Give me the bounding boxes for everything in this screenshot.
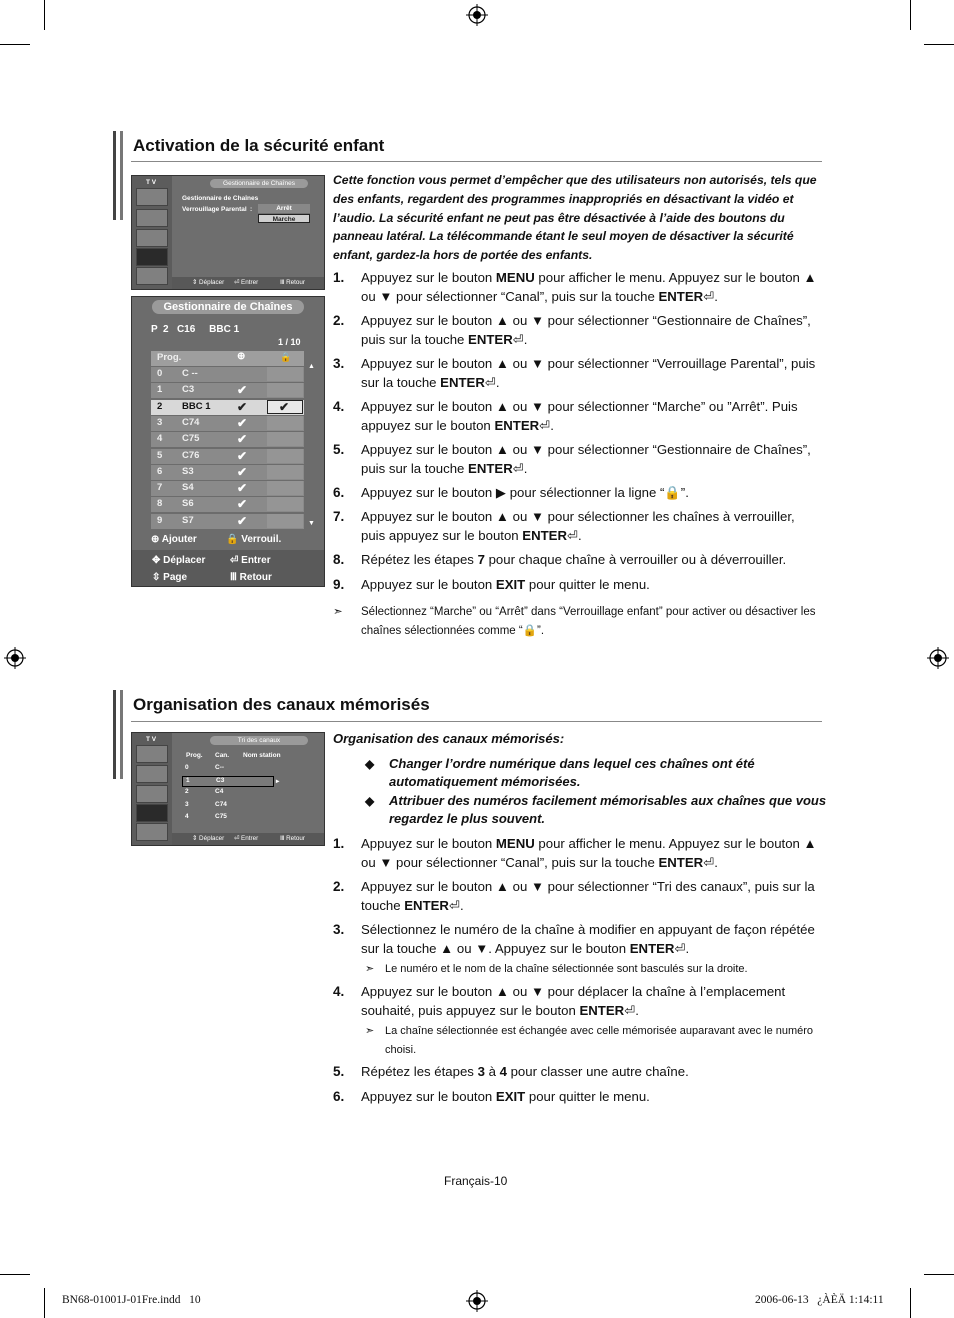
file-slug: BN68-01001J-01Fre.indd 10: [62, 1294, 201, 1306]
step-number: 4.: [333, 399, 345, 414]
step-number: 2.: [333, 879, 345, 894]
table-row[interactable]: [151, 367, 304, 383]
step-number: 8.: [333, 552, 345, 567]
channel-name: S4: [182, 482, 194, 494]
channel-name: C75: [215, 812, 227, 820]
header-prog: Prog.: [157, 352, 182, 363]
footer-enter: ⏎ Entrer: [234, 279, 259, 286]
page-number: Français-10: [444, 1174, 508, 1188]
sound-menu-icon: [136, 209, 168, 227]
footer-move: ✥ Déplacer: [152, 555, 206, 566]
picture-menu-icon: [136, 188, 168, 206]
channel-name: C4: [215, 788, 224, 796]
channel-name: C--: [215, 764, 225, 771]
input-menu-icon: [136, 823, 168, 841]
checkmark-icon: ✔: [237, 513, 248, 528]
step-item: [333, 269, 823, 309]
step-text: Appuyez sur le bouton ▲ ou ▼ pour sélectionner “Gestionnaire de Chaînes”, puis sur la touche ENTER⏎.: [361, 313, 811, 347]
step-text: Appuyez sur le bouton ▲ ou ▼ pour sélectionner “Verrouillage Parental”, puis sur la touche ENTER⏎.: [361, 356, 816, 390]
lock-cell[interactable]: [267, 383, 303, 397]
diamond-bullet-icon: ◆: [365, 757, 375, 771]
channel-name: C3: [216, 777, 225, 785]
lock-cell[interactable]: [267, 514, 303, 528]
tv-label: T V: [146, 179, 157, 186]
crop-mark: [0, 1274, 30, 1275]
checkmark-icon: ✔: [237, 448, 248, 463]
table-row[interactable]: [182, 764, 274, 775]
screen-title-bar: Gestionnaire de Chaînes: [210, 179, 308, 188]
footer-move: ⇕ Déplacer: [192, 279, 225, 286]
crop-mark: [0, 44, 30, 45]
step-number: 7.: [333, 509, 345, 524]
checkmark-icon: ✔: [237, 464, 248, 479]
lock-column-icon: 🔒: [280, 352, 292, 362]
bullet-text: Attribuer des numéros facilement mémorisables aux chaînes que vous regardez le plus souvent.: [389, 793, 827, 827]
tv-screen-channel-list: [131, 296, 325, 587]
bullet-item: [365, 755, 825, 795]
prog-number: 4: [185, 812, 189, 820]
move-right-icon: ▸: [276, 778, 280, 785]
step-text: Sélectionnez le numéro de la chaîne à modifier en appuyant de façon répétée sur la touche ▲ ou ▼. Appuyez sur le bouton ENTER⏎.: [361, 922, 815, 956]
channel-name: C3: [182, 384, 195, 396]
prog-number: 9: [157, 514, 163, 526]
table-row[interactable]: [151, 449, 304, 465]
channel-name: C75: [182, 433, 200, 445]
screen-title-bar: Tri des canaux: [210, 736, 308, 745]
lock-label: 🔒 Verrouil.: [226, 534, 282, 545]
table-row[interactable]: [151, 416, 304, 432]
section-bar: [113, 131, 116, 220]
section-bar: [113, 690, 116, 779]
note-text: Le numéro et le nom de la chaîne sélectionnée sont basculés sur la droite.: [385, 963, 748, 975]
step-text: Appuyez sur le bouton ▲ ou ▼ pour déplacer la chaîne à l’emplacement souhaité, puis appuyez sur le bouton ENTER⏎.: [361, 984, 786, 1018]
table-row[interactable]: [151, 400, 304, 416]
channel-name: S7: [182, 514, 194, 526]
checkmark-icon: ✔: [237, 383, 248, 398]
add-label: ⊕ Ajouter: [151, 534, 197, 545]
section-title: Activation de la sécurité enfant: [133, 136, 385, 155]
prog-number: 2: [157, 400, 163, 412]
note: [365, 960, 815, 980]
step-item: [333, 983, 823, 1023]
setup-menu-icon: [136, 248, 168, 266]
step-item: [333, 1088, 823, 1128]
crop-mark: [910, 0, 911, 30]
lock-check-icon: ✔: [279, 399, 290, 414]
crop-mark: [44, 1288, 45, 1318]
channel-name: C76: [182, 449, 200, 461]
registration-mark-icon: [927, 647, 949, 669]
header-prog: Prog.: [186, 752, 203, 759]
current-channel-info: P 2 C16 BBC 1: [151, 324, 240, 335]
registration-mark-icon: [466, 1290, 488, 1312]
step-item: [333, 878, 823, 918]
prog-number: 1: [157, 384, 163, 396]
prog-number: 6: [157, 465, 163, 477]
step-text: Appuyez sur le bouton ▲ ou ▼ pour sélectionner “Tri des canaux”, puis sur la touche ENTER⏎.: [361, 879, 815, 913]
step-text: Appuyez sur le bouton ▲ ou ▼ pour sélectionner les chaînes à verrouiller, puis appuyez sur le bouton ENTER⏎.: [361, 509, 795, 543]
menu-line: Verrouillage Parental: [182, 206, 247, 213]
note-text: La chaîne sélectionnée est échangée avec celle mémorisée auparavant avec le numéro choisi.: [385, 1025, 814, 1056]
screen-title-bar: Gestionnaire de Chaînes: [152, 300, 304, 314]
tv-screen-channel-manager: [131, 175, 325, 290]
note-arrow-icon: ➣: [365, 1025, 375, 1037]
sound-menu-icon: [136, 765, 168, 783]
footer-enter: ⏎ Entrer: [234, 835, 259, 842]
table-row[interactable]: [182, 801, 274, 812]
table-row[interactable]: [182, 788, 274, 799]
bullet-text: Changer l’ordre numérique dans lequel ces chaînes ont été automatiquement mémorisées.: [389, 756, 755, 790]
tv-screen-channel-sort: [131, 732, 325, 846]
step-number: 3.: [333, 922, 345, 937]
table-row[interactable]: [151, 383, 304, 399]
footer-enter: ⏎ Entrer: [230, 555, 271, 566]
option-off[interactable]: Arrêt: [258, 204, 310, 213]
screen-footer: [172, 833, 324, 845]
note: [365, 1022, 815, 1060]
diamond-bullet-icon: ◆: [365, 794, 375, 808]
registration-mark-icon: [466, 4, 488, 26]
step-number: 2.: [333, 313, 345, 328]
channel-menu-icon: [136, 229, 168, 247]
section-bar: [120, 690, 123, 779]
checkmark-icon: ✔: [237, 432, 248, 447]
scroll-up-icon[interactable]: ▲: [308, 363, 315, 370]
channel-name: C74: [215, 800, 227, 808]
table-row[interactable]: [151, 481, 304, 497]
table-row[interactable]: [182, 776, 274, 787]
section-rule: [131, 721, 822, 722]
channel-name: C --: [182, 368, 198, 379]
lock-cell[interactable]: [267, 497, 303, 511]
prog-number: 3: [185, 800, 189, 808]
step-number: 6.: [333, 485, 345, 500]
prog-number: 1: [186, 777, 190, 785]
step-item: [333, 355, 823, 395]
step-text: Appuyez sur le bouton ▶ pour sélectionner la ligne “🔒”.: [361, 485, 689, 500]
table-row[interactable]: [151, 465, 304, 481]
step-number: 9.: [333, 577, 345, 592]
lock-cell[interactable]: [267, 416, 303, 430]
screen-footer: [172, 277, 324, 289]
step-number: 5.: [333, 1064, 345, 1079]
step-text: Appuyez sur le bouton MENU pour afficher le menu. Appuyez sur le bouton ▲ ou ▼ pour sélectionner “Canal”, puis sur la touche ENTER⏎.: [361, 836, 817, 870]
header-station: Nom station: [243, 752, 281, 759]
step-number: 6.: [333, 1089, 345, 1104]
footer-back: Ⅲ Retour: [230, 572, 272, 583]
table-header: [151, 351, 304, 367]
tv-label: T V: [146, 736, 157, 743]
footer-back: Ⅲ Retour: [280, 279, 305, 286]
channel-name: S3: [182, 465, 194, 477]
note: [333, 603, 823, 641]
crop-mark: [44, 0, 45, 30]
lock-cell[interactable]: [267, 449, 303, 463]
step-number: 4.: [333, 984, 345, 999]
step-number: 1.: [333, 836, 345, 851]
step-text: Appuyez sur le bouton EXIT pour quitter le menu.: [361, 1089, 650, 1104]
checkmark-icon: ✔: [237, 399, 248, 414]
footer-page: ⇳ Page: [152, 572, 188, 583]
lock-cell[interactable]: [267, 432, 303, 446]
option-on[interactable]: Marche: [258, 214, 310, 223]
step-item: [333, 508, 823, 548]
bullet-item: [365, 792, 825, 832]
scroll-down-icon[interactable]: ▼: [308, 520, 315, 527]
section-rule: [131, 161, 822, 162]
lock-cell[interactable]: [267, 465, 303, 479]
menu-line: Gestionnaire de Chaînes: [182, 195, 259, 202]
lock-cell[interactable]: [267, 481, 303, 495]
prog-number: 4: [157, 433, 163, 445]
channel-name: C74: [182, 416, 200, 428]
lock-cell[interactable]: [267, 367, 303, 381]
prog-number: 0: [157, 368, 163, 379]
section1-intro: Cette fonction vous permet d’empêcher que des utilisateurs non autorisés, tels que des enfants, regardent des programmes inappropriés en désactivant la vidéo et l’audio. La sécurité enfant ne peut pas être désactivée à l’aide des boutons du panneau latéral. La télécommande étant le seul moyen de désactiver la sécurité enfant, gardez-la hors de portée des enfants.: [333, 173, 817, 263]
date-slug: 2006-06-13 ¿ÀÈÄ 1:14:11: [755, 1294, 884, 1306]
step-item: [333, 312, 823, 352]
picture-menu-icon: [136, 745, 168, 763]
channel-name: BBC 1: [182, 400, 211, 412]
prog-number: 0: [185, 764, 189, 771]
step-text: Répétez les étapes 3 à 4 pour classer une autre chaîne.: [361, 1064, 689, 1079]
step-item: [333, 835, 823, 875]
table-row[interactable]: [151, 432, 304, 448]
prog-number: 8: [157, 498, 163, 510]
input-menu-icon: [136, 267, 168, 285]
step-item: [333, 441, 823, 481]
crop-mark: [924, 1274, 954, 1275]
step-item: [333, 921, 823, 961]
section2-subtitle: Organisation des canaux mémorisés:: [333, 731, 565, 746]
prog-number: 2: [185, 788, 189, 796]
section-bar: [120, 131, 123, 220]
crop-mark: [924, 44, 954, 45]
footer-back: Ⅲ Retour: [280, 835, 305, 842]
setup-menu-icon: [136, 804, 168, 822]
step-text: Appuyez sur le bouton EXIT pour quitter le menu.: [361, 577, 650, 592]
step-text: Appuyez sur le bouton MENU pour afficher le menu. Appuyez sur le bouton ▲ ou ▼ pour sélectionner “Canal”, puis sur la touche ENTER⏎.: [361, 270, 817, 304]
prog-number: 7: [157, 482, 163, 494]
step-number: 1.: [333, 270, 345, 285]
channel-name: S6: [182, 498, 194, 510]
page-indicator: 1 / 10: [278, 337, 301, 347]
section-title: Organisation des canaux mémorisés: [133, 695, 430, 714]
note-text: Sélectionnez “Marche” ou “Arrêt” dans “Verrouillage enfant” pour activer ou désactiver les chaînes sélectionnées comme “🔒”.: [361, 606, 816, 637]
add-column-icon: ⊕: [237, 351, 246, 362]
checkmark-icon: ✔: [237, 497, 248, 512]
prog-number: 5: [157, 449, 163, 461]
step-text: Appuyez sur le bouton ▲ ou ▼ pour sélectionner “Marche” ou ”Arrêt”. Puis appuyez sur le bouton ENTER⏎.: [361, 399, 798, 433]
checkmark-icon: ✔: [237, 481, 248, 496]
step-text: Appuyez sur le bouton ▲ ou ▼ pour sélectionner “Gestionnaire de Chaînes”, puis sur la touche ENTER⏎.: [361, 442, 811, 476]
lock-cell[interactable]: [267, 400, 303, 414]
channel-menu-icon: [136, 785, 168, 803]
step-item: [333, 398, 823, 438]
note-arrow-icon: ➣: [365, 963, 375, 975]
prog-number: 3: [157, 416, 163, 428]
header-channel: Can.: [215, 752, 230, 759]
table-row[interactable]: [151, 497, 304, 513]
table-row[interactable]: [182, 813, 274, 824]
registration-mark-icon: [4, 647, 26, 669]
crop-mark: [910, 1288, 911, 1318]
step-number: 5.: [333, 442, 345, 457]
step-text: Répétez les étapes 7 pour chaque chaîne à verrouiller ou à déverrouiller.: [361, 552, 787, 567]
note-arrow-icon: ➣: [333, 606, 343, 618]
checkmark-icon: ✔: [237, 415, 248, 430]
colon: :: [250, 206, 253, 213]
table-row[interactable]: [151, 514, 304, 530]
step-number: 3.: [333, 356, 345, 371]
footer-move: ⇕ Déplacer: [192, 835, 225, 842]
